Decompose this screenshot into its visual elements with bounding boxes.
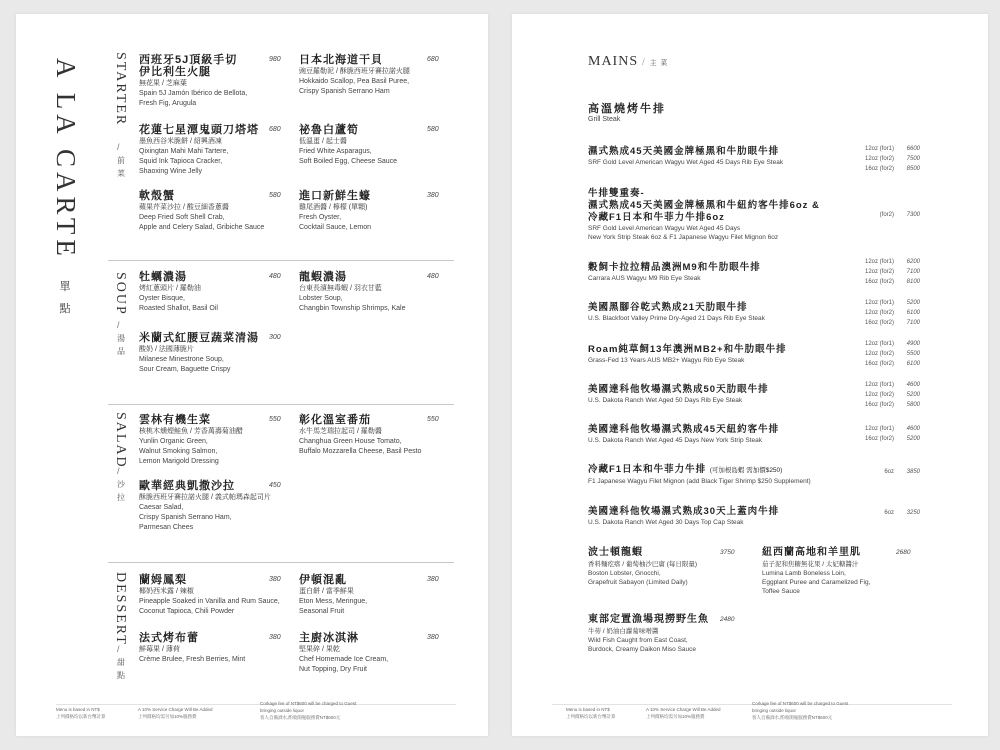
steak-options: 12oz (for1) 5200 12oz (for2) 6100 16oz (for2) 7100 — [864, 300, 920, 326]
menu-item: 彰化溫室番茄 水牛馬芝瑞拉起司 / 羅勒醬 Changhua Green House Tomato, Buffalo Mozzarella Cheese, Basil Pesto 550 — [299, 414, 439, 455]
section-title-soup: SOUP — [113, 272, 128, 316]
item-price: 550 — [269, 416, 281, 423]
grill-steak-heading: 高溫燒烤牛排 Grill Steak — [588, 103, 666, 123]
section-title-starter: STARTER — [113, 52, 128, 127]
main-dish: 波士頓龍蝦 香料麵疙瘩 / 葡萄柚沙巴庸 (每日限量) Boston Lobster, Gnocchi, Grapefruit Sabayon (Limited Daily) 3750 — [588, 547, 735, 586]
steak-options: 12oz (for1) 4600 12oz (for2) 5200 16oz (for2) 5800 — [864, 382, 920, 408]
section-title-dessert: DESSERT — [113, 572, 128, 646]
steak-item: 美國黑腳谷乾式熟成21天肋眼牛排 U.S. Blackfoot Valley Prime Dry-Aged 21 Days Rib Eye Steak — [588, 302, 765, 322]
steak-options: 12oz (for1) 4600 16oz (for2) 5200 — [864, 426, 920, 442]
section-divider — [108, 562, 454, 563]
menu-item: 法式烤布蕾 鮮莓果 / 薄荷 Crème Brulee, Fresh Berries, Mint 380 — [139, 632, 281, 663]
menu-item: 主廚冰淇淋 堅果碎 / 果乾 Chef Homemade Ice Cream, Nut Topping, Dry Fruit 380 — [299, 632, 439, 673]
steak-item: 穀飼卡拉拉精品澳洲M9和牛肋眼牛排 Carrara AUS Wagyu M9 Rib Eye Steak — [588, 262, 761, 282]
menu-item: 祕魯白蘆筍 低溫蛋 / 起士醬 Fried White Asparagus, Soft Boiled Egg, Cheese Sauce 580 — [299, 124, 439, 165]
item-price: 300 — [269, 334, 281, 341]
item-price: 980 — [269, 56, 281, 63]
footer-note-corkage: Corkage fee of NT$600 will be charged to Guest bringing outside liquor 客人自備酒水,酌收開瓶服務費NT$600元 — [752, 701, 849, 720]
footer-divider — [56, 704, 456, 705]
steak-options: (for2) 7300 — [879, 212, 920, 218]
footer-note-corkage: Corkage fee of NT$600 will be charged to Guest bringing outside liquor 客人自備酒水,酌收開瓶服務費NT$600元 — [260, 701, 357, 720]
menu-item: 歐華經典凱撒沙拉 酥脆西班牙賽拉諾火腿 / 義式帕瑪森起司片 Caesar Salad, Crispy Spanish Serrano Ham, Parmesan Chees 450 — [139, 480, 281, 531]
menu-item: 米蘭式紅腰豆蔬菜清湯 酸奶 / 法國薄脆片 Milanese Minestrone Soup, Sour Cream, Baguette Crispy 300 — [139, 332, 281, 373]
item-price: 480 — [427, 273, 439, 280]
menu-item: 進口新鮮生蠔 雞尾酒醬 / 檸檬 (單顆) Fresh Oyster, Cocktail Sauce, Lemon 380 — [299, 190, 439, 231]
footer-note-currency: Menu is based in NT$ 上列價格均以新台幣計算 — [566, 707, 616, 719]
menu-item: 軟殼蟹 蘋果芹菜沙拉 / 酸豆細香蔥醬 Deep Fried Soft Shell Crab, Apple and Celery Salad, Gribiche Sauce 580 — [139, 190, 281, 231]
steak-options: 12oz (for1) 6200 12oz (for2) 7100 16oz (for2) 8100 — [864, 259, 920, 285]
main-dish: 東部定置漁場現撈野生魚 牛蒡 / 奶油白蘿蔔味噌醬 Wild Fish Caught from East Coast, Burdock, Creamy Daikon Miso Sauce 2480 — [588, 614, 735, 653]
menu-item: 日本北海道干貝 豌豆羅勒泥 / 酥脆西班牙賽拉諾火腿 Hokkaido Scallop, Pea Basil Puree, Crispy Spanish Serrano Ham 680 — [299, 54, 439, 95]
page-title: A LA CARTE — [51, 58, 81, 261]
section-slash: / — [117, 644, 120, 654]
menu-item: 蘭姆鳳梨 椰奶西米露 / 辣椒 Pineapple Soaked in Vanilla and Rum Sauce, Coconut Tapioca, Chili Powder 380 — [139, 574, 281, 615]
section-slash: / — [117, 142, 120, 152]
menu-item: 花蓮七星潭鬼頭刀塔塔 墨魚西谷米脆餅 / 紹興酒凍 Qixingtan Mahi Mahi Tartere, Squid Ink Tapioca Cracker, Shaoxing Wine Jelly 680 — [139, 124, 281, 175]
item-price: 580 — [427, 126, 439, 133]
a-la-carte-page — [16, 14, 488, 736]
item-price: 480 — [269, 273, 281, 280]
steak-item: 牛排雙重奏- 濕式熟成45天美國金牌極黑和牛紐約客牛排6oz & 冷藏F1日本和牛菲力牛排6oz SRF Gold Level American Wagyu Wet Aged 45 Days New York Strip Steak 6oz & F1 Japanese Wagyu Filet Mignon 6oz — [588, 188, 820, 241]
steak-options: 6oz 3850 — [884, 469, 920, 475]
item-price: 450 — [269, 482, 281, 489]
item-price: 380 — [427, 576, 439, 583]
steak-options: 12oz (for1) 6600 12oz (for2) 7500 16oz (for2) 8500 — [864, 146, 920, 172]
section-title-mains: MAINS / 主 菜 — [588, 54, 669, 69]
steak-item: 美國達科他牧場濕式熟成30天上蓋肉牛排 U.S. Dakota Ranch Wet Aged 30 Days Top Cap Steak — [588, 506, 780, 526]
footer-note-service: A 10% Service Charge Will Be Added 上列價格均需另加10%服務費 — [646, 707, 721, 719]
steak-item: 濕式熟成45天美國金牌極黑和牛肋眼牛排 SRF Gold Level American Wagyu Wet Aged 45 Days Rib Eye Steak — [588, 146, 784, 166]
item-price: 380 — [427, 192, 439, 199]
menu-item: 西班牙5J頂級手切 伊比利生火腿 無花果 / 芝麻葉 Spain 5J Jamón Ibérico de Bellota, Fresh Fig, Arugula 980 — [139, 54, 281, 107]
page-title-zh: 單 點 — [59, 281, 71, 315]
item-price: 380 — [269, 576, 281, 583]
dish-price: 2680 — [896, 549, 911, 556]
menu-item: 牡蠣濃湯 烤紅蔥頭片 / 羅勒油 Oyster Bisque, Roasted Shallot, Basil Oil 480 — [139, 271, 281, 312]
steak-options: 6oz 3250 — [884, 510, 920, 516]
main-dish: 紐西蘭高地和羊里肌 茄子泥和焦糖無花果 / 太妃糖醬汁 Lumina Lamb Boneless Loin, Eggplant Puree and Caramelized Fig, Toffee Sauce 2680 — [762, 547, 911, 595]
item-price: 380 — [427, 634, 439, 641]
menu-item: 龍蝦濃湯 台東長濱無毒蝦 / 羽衣甘藍 Lobster Soup, Changbin Township Shrimps, Kale 480 — [299, 271, 439, 312]
footer-note-currency: Menu is based in NT$ 上列價格均以新台幣計算 — [56, 707, 106, 719]
dish-price: 3750 — [720, 549, 735, 556]
steak-options: 12oz (for1) 4900 12oz (for2) 5500 16oz (for2) 6100 — [864, 341, 920, 367]
section-zh-salad: 沙 拉 — [117, 480, 125, 502]
section-title-salad: SALAD — [113, 412, 128, 469]
mains-page — [512, 14, 988, 736]
item-price: 680 — [269, 126, 281, 133]
section-divider — [108, 260, 454, 261]
item-price: 680 — [427, 56, 439, 63]
footer-note-service: A 10% Service Charge Will Be Added 上列價格均需另加10%服務費 — [138, 707, 213, 719]
section-zh-soup: 湯 品 — [117, 334, 125, 356]
section-zh-dessert: 甜 點 — [117, 658, 125, 680]
item-price: 380 — [269, 634, 281, 641]
menu-item: 雲林有機生菜 核桃木燻煙鮭魚 / 芳香萬壽菊油醋 Yunlin Organic Green, Walnut Smoking Salmon, Lemon Marigold Dressing 550 — [139, 414, 281, 465]
dish-price: 2480 — [720, 616, 735, 623]
item-price: 550 — [427, 416, 439, 423]
menu-item: 伊頓混亂 蛋白餅 / 當季鮮果 Eton Mess, Meringue, Seasonal Fruit 380 — [299, 574, 439, 615]
steak-item: 美國達科他牧場濕式熟成50天肋眼牛排 U.S. Dakota Ranch Wet Aged 50 Days Rib Eye Steak — [588, 384, 769, 404]
section-divider — [108, 404, 454, 405]
section-slash: / — [117, 320, 120, 330]
steak-item: 冷藏F1日本和牛菲力牛排 (可加根島蝦 需加價$250) F1 Japanese Wagyu Filet Mignon (add Black Tiger Shrimp $250 Supplement) — [588, 464, 811, 485]
steak-item: 美國達科他牧場濕式熟成45天紐約客牛排 U.S. Dakota Ranch Wet Aged 45 Days New York Strip Steak — [588, 424, 780, 444]
section-zh-starter: 前 菜 — [117, 156, 125, 178]
section-slash: / — [117, 466, 120, 476]
steak-item: Roam純草飼13年澳洲MB2+和牛肋眼牛排 Grass-Fed 13 Years AUS MB2+ Wagyu Rib Eye Steak — [588, 344, 787, 364]
item-price: 580 — [269, 192, 281, 199]
